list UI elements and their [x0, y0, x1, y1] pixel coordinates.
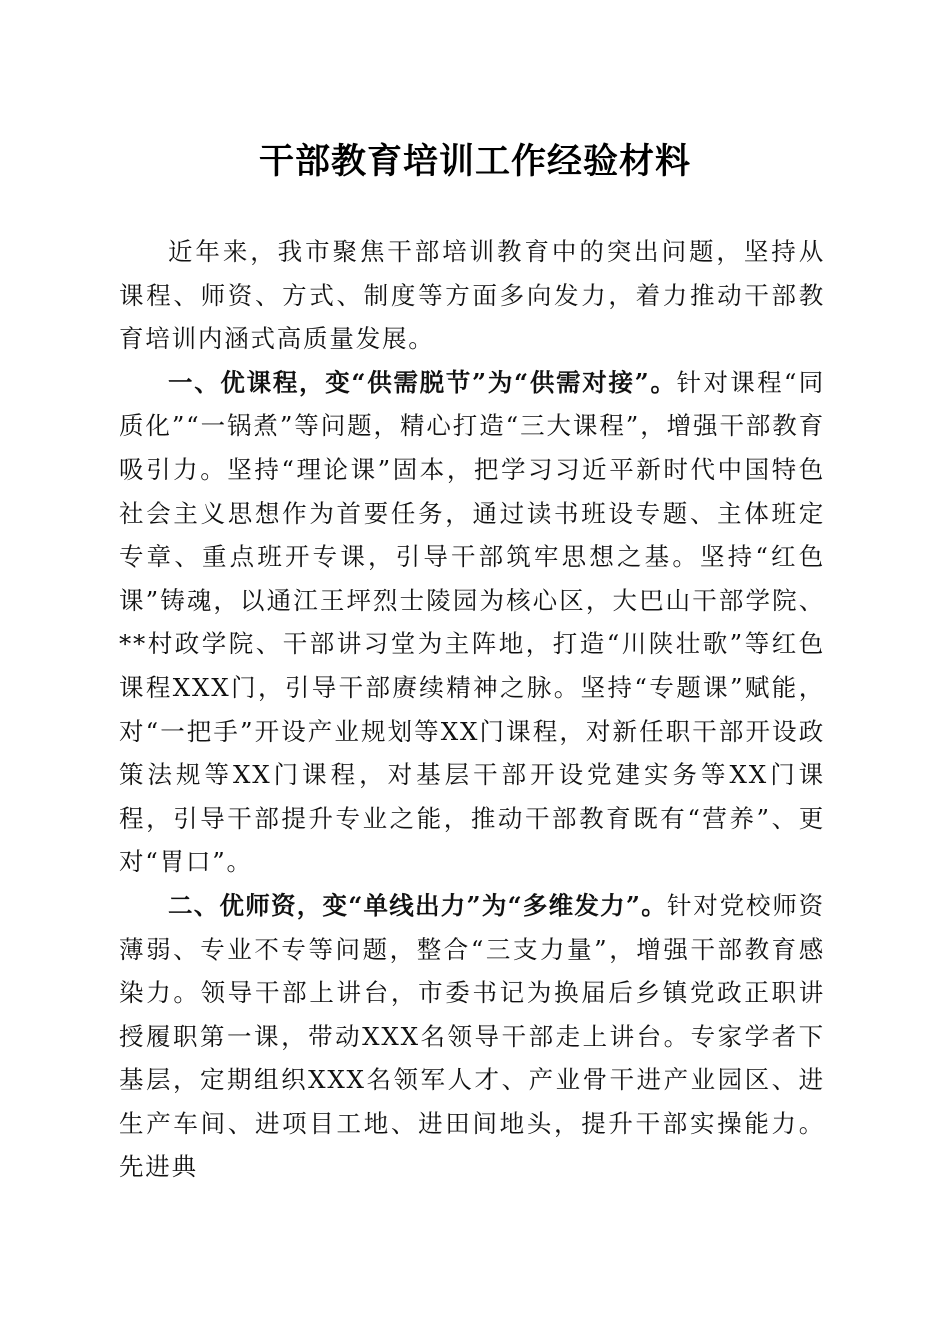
section-heading-2: 二、优师资，变“单线出力”为“多维发力”。: [168, 890, 667, 920]
section-paragraph-1: [119, 361, 825, 884]
document-body: [119, 230, 825, 1189]
section-heading-1: 一、优课程，变“供需脱节”为“供需对接”。: [168, 367, 677, 397]
document-title: 干部教育培训工作经验材料: [258, 141, 691, 182]
section-text-1: 针对课程“同质化”“一锅煮”等问题，精心打造“三大课程”，增强干部教育吸引力。坚持“理论课”固本，把学习习近平新时代中国特色社会主义思想作为首要任务，通过读书班设专题、主体班定专章、重点班开专课，引导干部筑牢思想之基。坚持“红色课”铸魂，以通江王坪烈士陵园为核心区，大巴山干部学院、**村政学院、干部讲习堂为主阵地，打造“川陕壮歌”等红色课程XXX门，引导干部赓续精神之脉。坚持“专题课”赋能，对“一把手”开设产业规划等XX门课程，对新任职干部开设政策法规等XX门课程，对基层干部开设党建实务等XX门课程，引导干部提升专业之能，推动干部教育既有“营养”、更对“胃口”。: [119, 367, 825, 877]
intro-paragraph: 近年来，我市聚焦干部培训教育中的突出问题，坚持从课程、师资、方式、制度等方面多向发力，着力推动干部教育培训内涵式高质量发展。: [119, 237, 825, 354]
section-paragraph-2: [119, 884, 825, 1189]
section-text-2: 针对党校师资薄弱、专业不专等问题，整合“三支力量”，增强干部教育感染力。领导干部上讲台，市委书记为换届后乡镇党政正职讲授履职第一课，带动XXX名领导干部走上讲台。专家学者下基层，定期组织XXX名领军人才、产业骨干进产业园区、进生产车间、进项目工地、进田间地头，提升干部实操能力。先进典: [119, 890, 825, 1182]
